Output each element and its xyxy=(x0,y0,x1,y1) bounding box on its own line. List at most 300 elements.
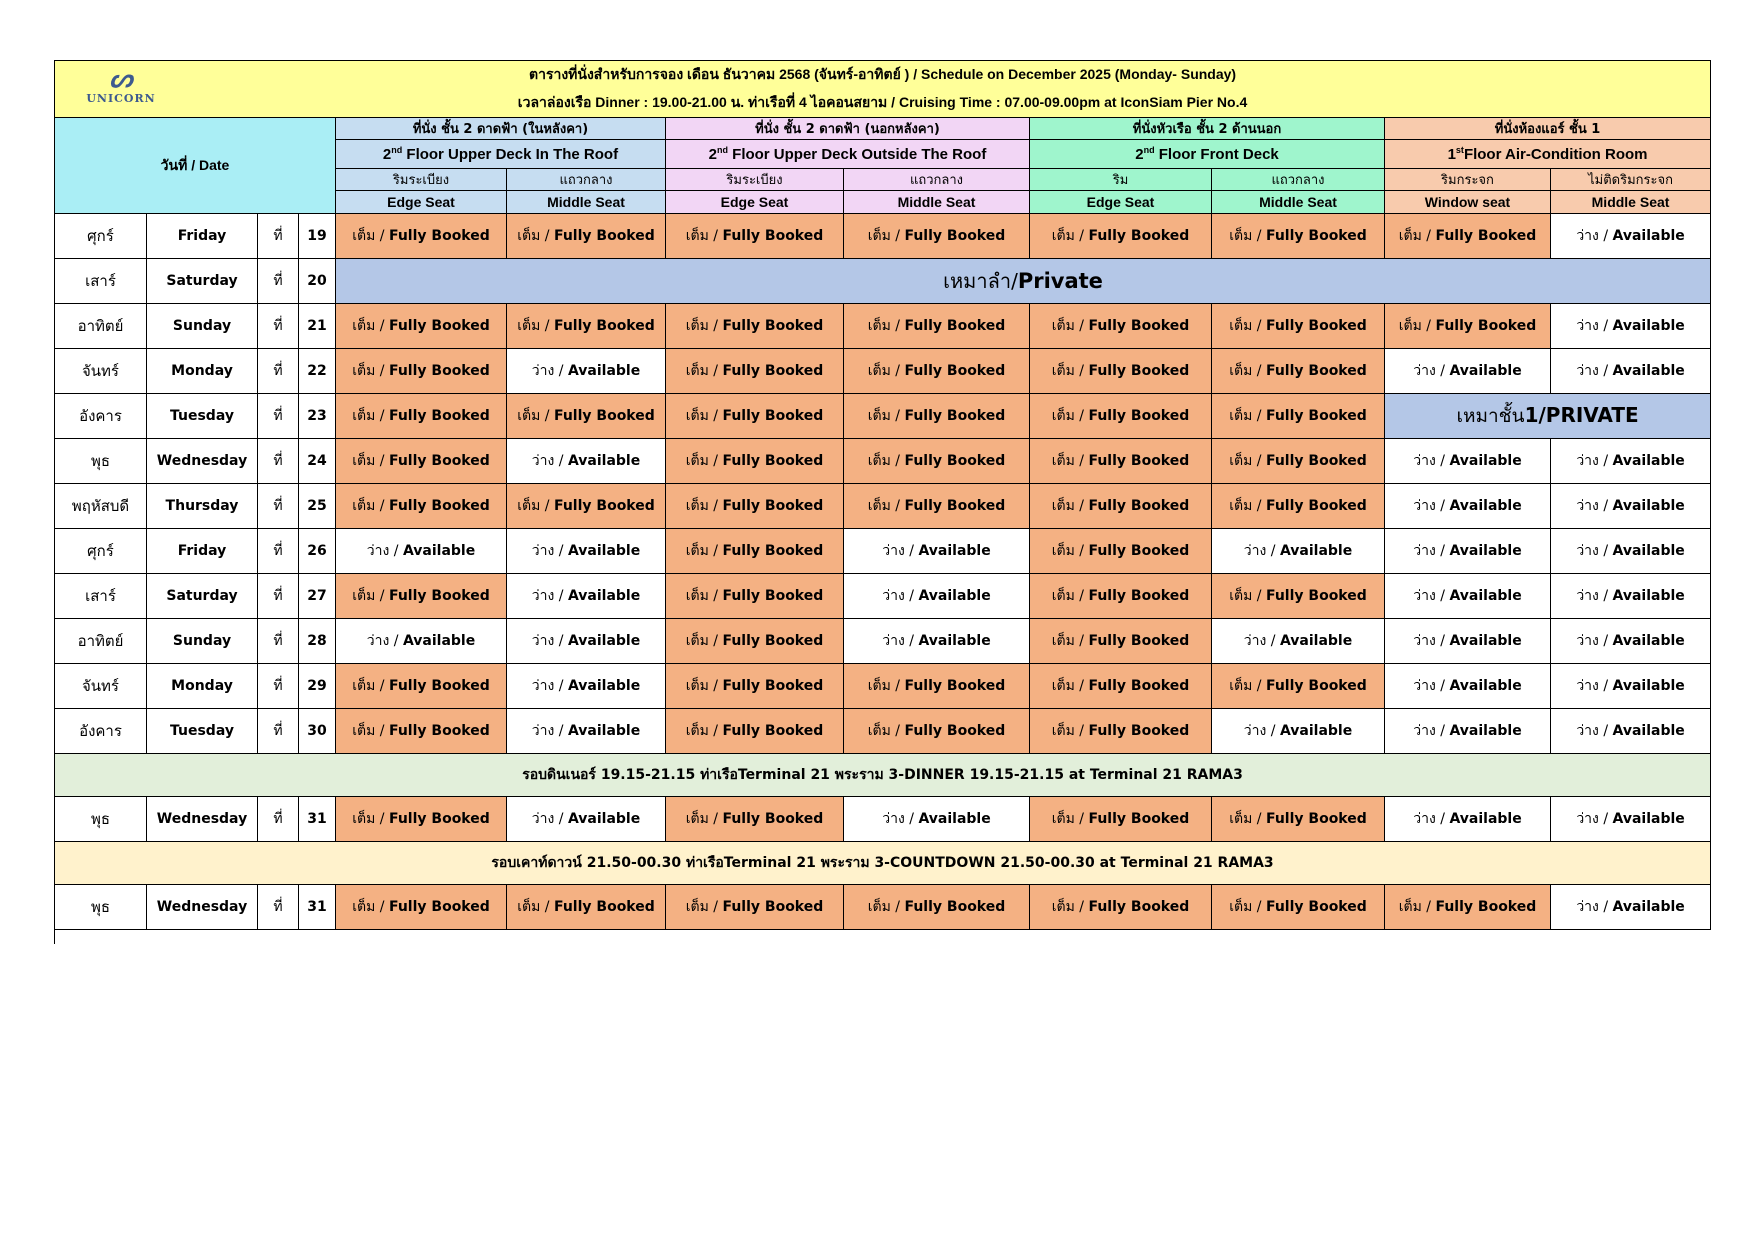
status-fully-booked xyxy=(336,349,507,394)
status-fully-booked xyxy=(1030,885,1212,930)
floor-label: Floor Upper Deck In The Roof xyxy=(402,146,619,163)
status-thai: เต็ม / xyxy=(685,543,723,559)
status-fully-booked xyxy=(666,619,844,664)
date-row xyxy=(55,439,1711,484)
status-english: Available xyxy=(1279,723,1353,739)
status-english: Available xyxy=(567,543,641,559)
status-english: Fully Booked xyxy=(388,678,490,694)
day-thai: เสาร์ xyxy=(55,574,147,619)
status-fully-booked xyxy=(666,709,844,754)
status-thai: ว่าง / xyxy=(1243,633,1280,649)
status-thai: ว่าง / xyxy=(531,588,568,604)
status-fully-booked xyxy=(336,394,507,439)
status-english: Fully Booked xyxy=(722,318,824,334)
status-english: Available xyxy=(918,811,991,827)
status-thai: เต็ม / xyxy=(867,318,905,334)
status-english: Available xyxy=(918,543,991,559)
status-fully-booked xyxy=(336,304,507,349)
date-number: 29 xyxy=(299,664,336,709)
status-thai: เต็ม / xyxy=(867,363,905,379)
date-prefix: ที่ xyxy=(258,214,299,259)
status-thai: เต็ม / xyxy=(685,363,723,379)
date-number: 31 xyxy=(299,797,336,842)
status-fully-booked xyxy=(507,885,666,930)
status-english: Fully Booked xyxy=(1088,633,1190,649)
status-english: Fully Booked xyxy=(388,723,490,739)
seat-type-english: Edge Seat xyxy=(666,191,844,214)
status-thai: ว่าง / xyxy=(1576,228,1613,244)
status-thai: เต็ม / xyxy=(1229,228,1266,244)
unicorn-logo-icon: ᔕ xyxy=(109,64,133,94)
status-available xyxy=(1212,619,1385,664)
status-available xyxy=(1385,349,1551,394)
status-fully-booked xyxy=(1030,529,1212,574)
seat-group-english-2 xyxy=(666,140,1030,169)
date-row xyxy=(55,709,1711,754)
floor-number: 2 xyxy=(382,146,392,163)
status-thai: ว่าง / xyxy=(1576,811,1613,827)
status-english: Available xyxy=(1612,453,1685,469)
status-english: Fully Booked xyxy=(553,228,655,244)
status-english: Fully Booked xyxy=(1435,228,1537,244)
status-thai: ว่าง / xyxy=(1576,318,1613,334)
status-english: Fully Booked xyxy=(722,633,824,649)
status-english: Available xyxy=(1612,811,1685,827)
status-thai: ว่าง / xyxy=(531,453,568,469)
status-english: Fully Booked xyxy=(1265,408,1367,424)
date-number: 28 xyxy=(299,619,336,664)
status-thai: เต็ม / xyxy=(867,228,905,244)
status-english: Fully Booked xyxy=(904,498,1006,514)
status-fully-booked xyxy=(844,484,1030,529)
status-english: Fully Booked xyxy=(1265,588,1367,604)
status-available xyxy=(1551,709,1711,754)
date-number: 31 xyxy=(299,885,336,930)
status-thai: เต็ม / xyxy=(1051,633,1089,649)
status-thai: ว่าง / xyxy=(1576,543,1613,559)
status-fully-booked xyxy=(666,664,844,709)
status-english: Fully Booked xyxy=(388,811,490,827)
status-fully-booked xyxy=(1030,304,1212,349)
status-thai: เต็ม / xyxy=(517,318,554,334)
countdown-round-banner: รอบเคาท์ดาวน์ 21.50-00.30 ท่าเรือTerminal 21 พระราม 3-COUNTDOWN 21.50-00.30 at Terminal 21 RAMA3 xyxy=(55,842,1711,885)
status-english: Available xyxy=(567,811,641,827)
day-english: Sunday xyxy=(147,619,258,664)
status-thai: เต็ม / xyxy=(867,899,905,915)
status-english: Fully Booked xyxy=(553,498,655,514)
status-english: Fully Booked xyxy=(722,228,824,244)
status-thai: ว่าง / xyxy=(531,543,568,559)
status-english: Fully Booked xyxy=(1088,228,1190,244)
status-thai: เต็ม / xyxy=(1051,408,1089,424)
status-english: Available xyxy=(1449,498,1522,514)
status-available xyxy=(507,439,666,484)
status-fully-booked xyxy=(1030,664,1212,709)
status-english: Fully Booked xyxy=(1088,543,1190,559)
day-thai: เสาร์ xyxy=(55,259,147,304)
day-english: Tuesday xyxy=(147,394,258,439)
status-thai: ว่าง / xyxy=(1576,498,1613,514)
status-fully-booked xyxy=(666,484,844,529)
status-available xyxy=(844,797,1030,842)
status-english: Fully Booked xyxy=(388,899,490,915)
status-fully-booked xyxy=(1212,304,1385,349)
status-fully-booked xyxy=(336,885,507,930)
status-thai: เต็ม / xyxy=(867,408,905,424)
status-fully-booked xyxy=(336,797,507,842)
status-english: Fully Booked xyxy=(553,899,655,915)
seat-group-thai-3: ที่นั่งหัวเรือ ชั้น 2 ด้านนอก xyxy=(1030,118,1385,140)
private-thai: เหมาลำ/ xyxy=(943,269,1018,293)
status-available xyxy=(1385,709,1551,754)
status-thai: เต็ม / xyxy=(1051,811,1089,827)
status-fully-booked xyxy=(1212,797,1385,842)
status-thai: เต็ม / xyxy=(517,498,554,514)
status-english: Available xyxy=(1612,498,1685,514)
status-english: Fully Booked xyxy=(1088,678,1190,694)
status-english: Fully Booked xyxy=(1265,318,1367,334)
status-fully-booked xyxy=(507,394,666,439)
status-fully-booked xyxy=(1030,709,1212,754)
status-thai: เต็ม / xyxy=(352,453,389,469)
status-fully-booked xyxy=(1212,214,1385,259)
status-fully-booked xyxy=(1212,885,1385,930)
status-fully-booked xyxy=(336,439,507,484)
status-thai: เต็ม / xyxy=(685,723,723,739)
status-thai: ว่าง / xyxy=(531,811,568,827)
date-prefix: ที่ xyxy=(258,439,299,484)
status-thai: ว่าง / xyxy=(531,633,568,649)
day-english: Monday xyxy=(147,349,258,394)
status-available xyxy=(1551,574,1711,619)
cruise-time-text: เวลาล่องเรือ Dinner : 19.00-21.00 น. ท่าเรือที่ 4 ไอคอนสยาม / Cruising Time : 07.00-09.00pm at IconSiam Pier No.4 xyxy=(517,94,1248,110)
status-available xyxy=(1551,214,1711,259)
day-english: Wednesday xyxy=(147,439,258,484)
status-fully-booked xyxy=(1030,574,1212,619)
status-thai: เต็ม / xyxy=(1051,498,1089,514)
status-thai: เต็ม / xyxy=(352,899,389,915)
status-fully-booked xyxy=(666,304,844,349)
status-thai: เต็ม / xyxy=(1051,723,1089,739)
status-fully-booked xyxy=(1212,349,1385,394)
status-available xyxy=(1551,885,1711,930)
status-available xyxy=(1551,484,1711,529)
status-fully-booked xyxy=(507,304,666,349)
day-english: Wednesday xyxy=(147,797,258,842)
status-thai: เต็ม / xyxy=(1229,363,1266,379)
status-thai: ว่าง / xyxy=(1413,453,1450,469)
day-thai: พุธ xyxy=(55,439,147,484)
status-english: Fully Booked xyxy=(1088,318,1190,334)
status-english: Fully Booked xyxy=(388,408,490,424)
status-thai: เต็ม / xyxy=(1229,408,1266,424)
status-fully-booked xyxy=(666,439,844,484)
status-english: Available xyxy=(567,363,641,379)
status-english: Available xyxy=(1612,228,1685,244)
status-english: Available xyxy=(402,633,476,649)
status-fully-booked xyxy=(1385,885,1551,930)
status-english: Available xyxy=(1279,543,1353,559)
status-thai: ว่าง / xyxy=(1243,543,1280,559)
status-english: Fully Booked xyxy=(388,228,490,244)
private-floor1-cell xyxy=(1385,394,1711,439)
status-fully-booked xyxy=(1030,439,1212,484)
status-available xyxy=(1212,709,1385,754)
status-fully-booked xyxy=(507,214,666,259)
status-thai: ว่าง / xyxy=(531,678,568,694)
day-english: Wednesday xyxy=(147,885,258,930)
status-thai: เต็ม / xyxy=(352,678,389,694)
day-english: Saturday xyxy=(147,259,258,304)
status-english: Available xyxy=(1279,633,1353,649)
date-row xyxy=(55,664,1711,709)
seat-group-thai-1: ที่นั่ง ชั้น 2 ดาดฟ้า (ในหลังคา) xyxy=(336,118,666,140)
floor-ordinal: nd xyxy=(716,145,728,155)
status-thai: ว่าง / xyxy=(1413,588,1450,604)
status-thai: เต็ม / xyxy=(685,678,723,694)
status-thai: เต็ม / xyxy=(1051,363,1089,379)
status-fully-booked xyxy=(1030,214,1212,259)
status-english: Fully Booked xyxy=(388,363,490,379)
status-available xyxy=(1551,349,1711,394)
seat-type-english: Middle Seat xyxy=(1551,191,1711,214)
status-english: Fully Booked xyxy=(1435,899,1537,915)
date-row xyxy=(55,574,1711,619)
date-prefix: ที่ xyxy=(258,259,299,304)
status-fully-booked xyxy=(1030,394,1212,439)
status-thai: เต็ม / xyxy=(867,723,905,739)
status-available xyxy=(336,619,507,664)
status-available xyxy=(507,709,666,754)
status-fully-booked xyxy=(1385,304,1551,349)
date-prefix: ที่ xyxy=(258,484,299,529)
status-fully-booked xyxy=(1030,619,1212,664)
seat-type-thai: แถวกลาง xyxy=(1212,169,1385,191)
status-thai: เต็ม / xyxy=(1051,228,1089,244)
status-available xyxy=(1385,664,1551,709)
status-thai: เต็ม / xyxy=(352,498,389,514)
date-row xyxy=(55,259,1711,304)
status-english: Available xyxy=(567,633,641,649)
status-available xyxy=(336,529,507,574)
status-english: Available xyxy=(1612,543,1685,559)
status-fully-booked xyxy=(336,709,507,754)
date-row xyxy=(55,394,1711,439)
status-available xyxy=(1385,439,1551,484)
status-english: Fully Booked xyxy=(722,588,824,604)
schedule-title: ตารางที่นั่งสำหรับการจอง เดือน ธันวาคม 2568 (จันทร์-อาทิตย์ ) / Schedule on December 2025 (Monday- Sunday) xyxy=(55,61,1711,90)
private-english: Private xyxy=(1017,269,1103,293)
status-thai: เต็ม / xyxy=(1229,498,1266,514)
date-prefix: ที่ xyxy=(258,885,299,930)
status-fully-booked xyxy=(666,574,844,619)
status-thai: เต็ม / xyxy=(1229,453,1266,469)
status-fully-booked xyxy=(844,709,1030,754)
status-thai: ว่าง / xyxy=(882,633,919,649)
date-row xyxy=(55,304,1711,349)
status-thai: ว่าง / xyxy=(882,811,919,827)
status-available xyxy=(844,574,1030,619)
status-english: Available xyxy=(1449,633,1522,649)
status-thai: ว่าง / xyxy=(1576,723,1613,739)
status-english: Fully Booked xyxy=(388,318,490,334)
status-thai: เต็ม / xyxy=(685,811,723,827)
status-thai: เต็ม / xyxy=(352,363,389,379)
status-thai: เต็ม / xyxy=(867,498,905,514)
status-available xyxy=(507,664,666,709)
seat-type-english: Edge Seat xyxy=(1030,191,1212,214)
status-thai: ว่าง / xyxy=(531,363,568,379)
status-english: Fully Booked xyxy=(1088,363,1190,379)
seat-group-thai-4: ที่นั่งห้องแอร์ ชั้น 1 xyxy=(1385,118,1711,140)
status-english: Fully Booked xyxy=(388,498,490,514)
seat-group-english-3 xyxy=(1030,140,1385,169)
status-english: Available xyxy=(1449,678,1522,694)
status-english: Available xyxy=(1612,633,1685,649)
status-english: Available xyxy=(1449,363,1522,379)
status-fully-booked xyxy=(666,529,844,574)
status-available xyxy=(1551,664,1711,709)
status-available xyxy=(507,797,666,842)
status-fully-booked xyxy=(336,664,507,709)
date-prefix: ที่ xyxy=(258,529,299,574)
seat-type-thai: ริม xyxy=(1030,169,1212,191)
status-thai: เต็ม / xyxy=(685,498,723,514)
status-english: Available xyxy=(1612,899,1685,915)
status-fully-booked xyxy=(1030,349,1212,394)
status-fully-booked xyxy=(844,394,1030,439)
booking-schedule-sheet xyxy=(54,60,1710,944)
status-english: Fully Booked xyxy=(1265,899,1367,915)
date-number: 20 xyxy=(299,259,336,304)
seat-type-thai: ริมกระจก xyxy=(1385,169,1551,191)
status-thai: เต็ม / xyxy=(352,723,389,739)
status-english: Fully Booked xyxy=(722,678,824,694)
status-thai: เต็ม / xyxy=(1398,318,1436,334)
seat-type-english: Window seat xyxy=(1385,191,1551,214)
seat-group-english-1 xyxy=(336,140,666,169)
date-row xyxy=(55,349,1711,394)
status-english: Available xyxy=(1612,363,1685,379)
status-english: Available xyxy=(567,678,641,694)
status-thai: เต็ม / xyxy=(685,228,723,244)
date-row xyxy=(55,214,1711,259)
date-row xyxy=(55,885,1711,930)
date-row xyxy=(55,797,1711,842)
status-fully-booked xyxy=(1212,439,1385,484)
day-english: Thursday xyxy=(147,484,258,529)
date-prefix: ที่ xyxy=(258,349,299,394)
status-fully-booked xyxy=(336,574,507,619)
status-available xyxy=(1551,304,1711,349)
status-thai: เต็ม / xyxy=(352,811,389,827)
date-prefix: ที่ xyxy=(258,619,299,664)
status-english: Available xyxy=(1449,811,1522,827)
unicorn-logo-wordmark: UNICORN xyxy=(86,92,156,105)
seat-type-thai: ริมระเบียง xyxy=(666,169,844,191)
date-column-header: วันที่ / Date xyxy=(55,118,336,214)
status-english: Fully Booked xyxy=(1088,899,1190,915)
status-thai: เต็ม / xyxy=(867,678,905,694)
status-fully-booked xyxy=(1030,484,1212,529)
floor-ordinal: nd xyxy=(391,145,403,155)
status-english: Available xyxy=(918,633,991,649)
schedule-table xyxy=(54,60,1711,944)
date-number: 23 xyxy=(299,394,336,439)
dinner-round-banner-row xyxy=(55,754,1711,797)
status-thai: ว่าง / xyxy=(366,633,403,649)
status-english: Available xyxy=(402,543,476,559)
day-thai: อาทิตย์ xyxy=(55,304,147,349)
seat-type-thai: แถวกลาง xyxy=(844,169,1030,191)
status-english: Fully Booked xyxy=(1088,588,1190,604)
seat-group-thai-2: ที่นั่ง ชั้น 2 ดาดฟ้า (นอกหลังคา) xyxy=(666,118,1030,140)
status-fully-booked xyxy=(1212,394,1385,439)
status-english: Fully Booked xyxy=(722,408,824,424)
date-prefix: ที่ xyxy=(258,664,299,709)
status-english: Fully Booked xyxy=(1265,228,1367,244)
date-number: 30 xyxy=(299,709,336,754)
status-english: Fully Booked xyxy=(553,318,655,334)
status-english: Fully Booked xyxy=(388,588,490,604)
date-prefix: ที่ xyxy=(258,709,299,754)
date-number: 26 xyxy=(299,529,336,574)
status-fully-booked xyxy=(666,214,844,259)
status-english: Fully Booked xyxy=(1088,723,1190,739)
status-fully-booked xyxy=(666,797,844,842)
status-english: Available xyxy=(1612,723,1685,739)
status-available xyxy=(1551,797,1711,842)
floor-ordinal: nd xyxy=(1143,145,1155,155)
private-charter-cell xyxy=(336,259,1711,304)
status-english: Fully Booked xyxy=(722,543,824,559)
day-english: Friday xyxy=(147,214,258,259)
status-available xyxy=(507,574,666,619)
status-available xyxy=(1385,484,1551,529)
day-thai: อังคาร xyxy=(55,709,147,754)
status-english: Fully Booked xyxy=(722,363,824,379)
status-english: Fully Booked xyxy=(1265,811,1367,827)
unicorn-logo xyxy=(81,65,161,115)
status-fully-booked xyxy=(844,664,1030,709)
seat-type-english: Middle Seat xyxy=(844,191,1030,214)
day-thai: จันทร์ xyxy=(55,349,147,394)
status-available xyxy=(1385,797,1551,842)
seat-type-thai: แถวกลาง xyxy=(507,169,666,191)
status-fully-booked xyxy=(336,484,507,529)
status-thai: เต็ม / xyxy=(685,408,723,424)
floor-label: Floor Upper Deck Outside The Roof xyxy=(727,146,987,163)
status-thai: ว่าง / xyxy=(1576,588,1613,604)
status-fully-booked xyxy=(336,214,507,259)
private-english: 1/PRIVATE xyxy=(1524,403,1639,427)
status-english: Available xyxy=(918,588,991,604)
status-fully-booked xyxy=(666,349,844,394)
seat-type-thai: ไม่ติดริมกระจก xyxy=(1551,169,1711,191)
status-fully-booked xyxy=(844,349,1030,394)
day-english: Tuesday xyxy=(147,709,258,754)
status-thai: ว่าง / xyxy=(1576,633,1613,649)
status-english: Available xyxy=(1612,588,1685,604)
day-thai: พุธ xyxy=(55,797,147,842)
status-thai: เต็ม / xyxy=(1229,899,1266,915)
status-fully-booked xyxy=(1385,214,1551,259)
status-english: Fully Booked xyxy=(1265,363,1367,379)
dinner-round-banner: รอบดินเนอร์ 19.15-21.15 ท่าเรือTerminal 21 พระราม 3-DINNER 19.15-21.15 at Terminal 21 RAMA3 xyxy=(55,754,1711,797)
status-english: Available xyxy=(567,453,641,469)
status-english: Fully Booked xyxy=(1265,498,1367,514)
day-english: Saturday xyxy=(147,574,258,619)
